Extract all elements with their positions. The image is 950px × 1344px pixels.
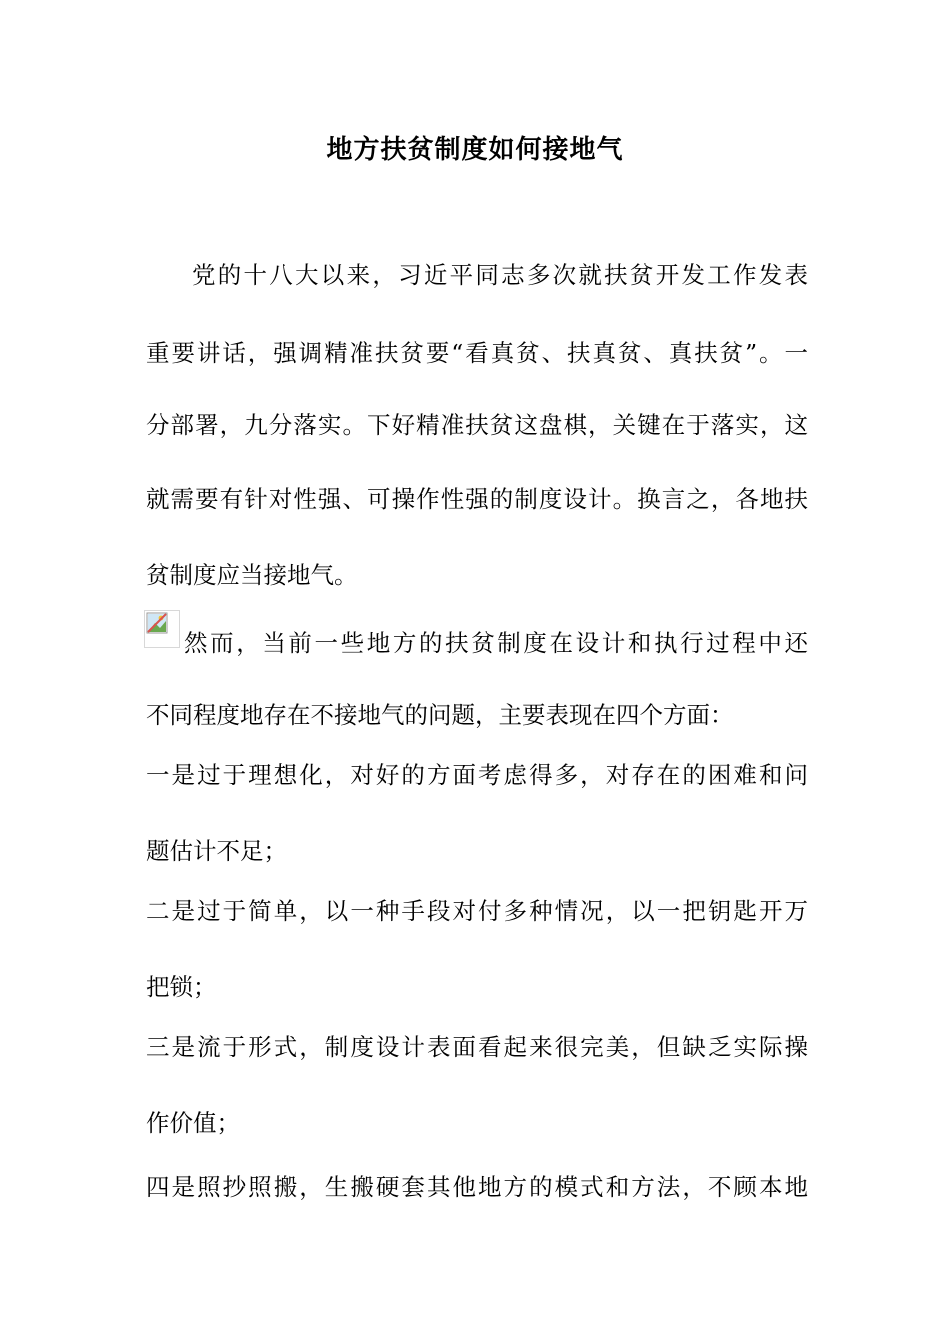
list-item-line: 二是过于简单，以一种手段对付多种情况，以一把钥匙开万 xyxy=(146,897,808,925)
list-item-line: 三是流于形式，制度设计表面看起来很完美，但缺乏实际操 xyxy=(146,1033,808,1061)
paragraph-line: 不同程度地存在不接地气的问题，主要表现在四个方面： xyxy=(146,701,734,729)
paragraph-line: 分部署，九分落实。下好精准扶贫这盘棋，关键在于落实，这 xyxy=(146,411,808,439)
list-item-line: 作价值； xyxy=(146,1109,240,1137)
list-item-line: 一是过于理想化，对好的方面考虑得多，对存在的困难和问 xyxy=(146,761,808,789)
paragraph-line: 然而，当前一些地方的扶贫制度在设计和执行过程中还 xyxy=(184,629,808,657)
paragraph-line: 贫制度应当接地气。 xyxy=(146,561,358,589)
paragraph-line: 党的十八大以来，习近平同志多次就扶贫开发工作发表 xyxy=(192,261,808,289)
broken-image-icon xyxy=(144,610,180,648)
list-item-line: 把锁； xyxy=(146,973,217,1001)
document-title: 地方扶贫制度如何接地气 xyxy=(326,135,624,165)
paragraph-line: 重要讲话，强调精准扶贫要“看真贫、扶真贫、真扶贫”。一 xyxy=(146,339,808,367)
list-item-line: 题估计不足； xyxy=(146,837,287,865)
paragraph-line: 就需要有针对性强、可操作性强的制度设计。换言之，各地扶 xyxy=(146,485,808,513)
list-item-line: 四是照抄照搬，生搬硬套其他地方的模式和方法，不顾本地 xyxy=(146,1173,808,1201)
